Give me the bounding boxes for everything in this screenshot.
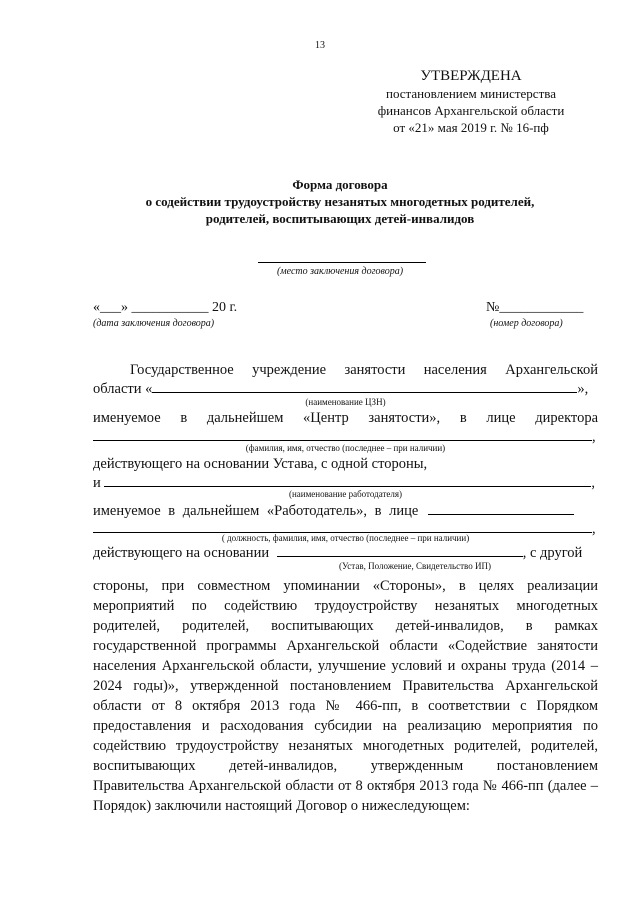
field-caption: (наименование работодателя): [288, 489, 403, 499]
title-line: Форма договора: [292, 177, 388, 192]
body-line: Государственное учреждение занятости населения Архангельской: [130, 362, 598, 378]
body-line: [93, 544, 598, 562]
approval-heading: УТВЕРЖДЕНА: [420, 68, 522, 84]
date-field: «___» ___________ 20 г.: [93, 300, 238, 315]
blank-line: [104, 474, 591, 487]
blank-line: [428, 502, 574, 515]
body-line: именуемое в дальнейшем «Центр занятости», в лице директора: [93, 410, 598, 426]
document-title: [60, 176, 620, 227]
field-caption: (наименование ЦЗН): [305, 397, 386, 407]
body-text: области «: [93, 381, 153, 397]
blank-line: [93, 428, 592, 441]
body-text: ,: [592, 429, 596, 445]
field-caption: (Устав, Положение, Свидетельство ИП): [339, 561, 491, 571]
blank-line: [277, 544, 523, 557]
body-text: ,: [592, 521, 596, 537]
blank-line: [93, 520, 592, 533]
number-caption: (номер договора): [490, 318, 563, 329]
body-text: ,: [591, 475, 596, 491]
page-number: 13: [315, 40, 325, 51]
approval-line: от «21» мая 2019 г. № 16-пф: [393, 120, 549, 135]
approval-line: финансов Архангельской области: [377, 103, 565, 118]
body-text: действующего на основании: [93, 545, 270, 561]
place-caption: (место заключения договора): [276, 266, 404, 277]
body-text: именуемое в дальнейшем «Работодатель», в лице: [93, 503, 419, 519]
number-field: №____________: [486, 300, 584, 315]
field-caption: (фамилия, имя, отчество (последнее – при наличии): [245, 443, 446, 453]
body-text: и: [93, 475, 101, 491]
approval-line: постановлением министерства: [385, 86, 556, 101]
field-caption: ( должность, фамилия, имя, отчество (последнее – при наличии): [221, 533, 470, 543]
body-line: [93, 380, 598, 398]
body-line: [93, 502, 598, 520]
body-line: действующего на основании Устава, с одной стороны,: [93, 456, 428, 472]
body-text: »,: [577, 381, 589, 397]
blank-line: [152, 380, 577, 393]
body-paragraph: стороны, при совместном упоминании «Стороны», в целях реализации мероприятий по содействию трудоустройству незанятых многодетных родителей, родителей, воспитывающих детей-инвалидов, в рамках государственной программы Архангельской области «Содействие занятости населения Архангельской области, улучшение условий и охраны труда (2014 – 2024 годы)», утвержденной постановлением Правительства Архангельской области от 8 октября 2013 года № 466-пп, в соответствии с Порядком предоставления и расходования субсидии на реализацию мероприятия по содействию трудоустройству незанятых многодетных родителей, родителей, воспитывающих детей-инвалидов, утвержденным постановлением Правительства Архангельской области от 8 октября 2013 года № 466-пп (далее – Порядок) заключили настоящий Договор о нижеследующем:: [93, 578, 598, 814]
title-line: родителей, воспитывающих детей-инвалидов: [205, 211, 475, 226]
place-blank-line: [258, 262, 426, 263]
date-caption: (дата заключения договора): [93, 318, 215, 329]
body-text: , с другой: [522, 545, 583, 561]
title-line: о содействии трудоустройству незанятых многодетных родителей,: [145, 194, 535, 209]
approval-stamp: [340, 68, 602, 136]
